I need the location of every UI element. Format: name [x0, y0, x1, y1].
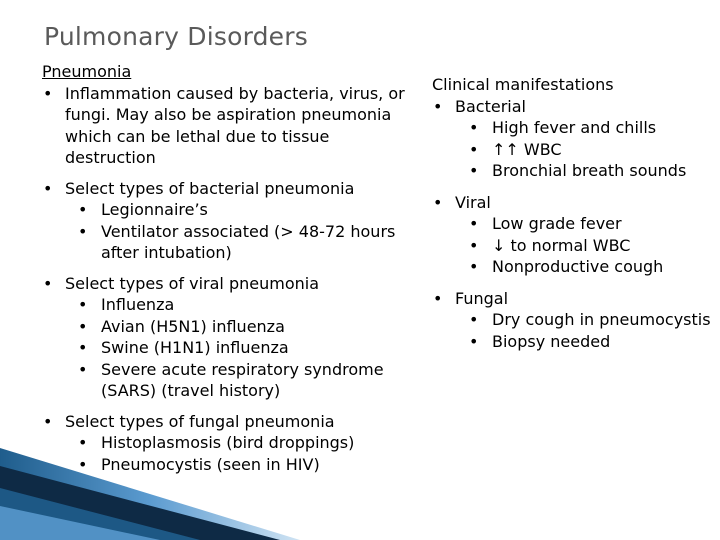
list-item: • Legionnaire’s [65, 199, 417, 221]
list-item: • Dry cough in pneumocystis [455, 309, 712, 331]
bullet-text: Select types of viral pneumonia [65, 273, 319, 293]
bullet-text: Fungal [455, 288, 509, 308]
list-item: • Biopsy needed [455, 331, 712, 353]
list-item: • Histoplasmosis (bird droppings) [65, 432, 417, 454]
list-item: • Nonproductive cough [455, 256, 712, 278]
list-item: • ↓ to normal WBC [455, 235, 712, 257]
pneumonia-list [42, 83, 417, 476]
manifestations-list [432, 96, 712, 353]
bacterial-types-list [65, 199, 417, 264]
pneumonia-item-bacterial [42, 178, 417, 264]
list-item: • Avian (H5N1) influenza [65, 316, 417, 338]
list-item: • Bronchial breath sounds [455, 160, 712, 182]
list-item: • Severe acute respiratory syndrome (SARS) (travel history) [65, 359, 417, 402]
list-item: • ↑↑ WBC [455, 139, 712, 161]
bullet-text: Viral [455, 192, 491, 212]
pneumonia-item-definition [42, 83, 417, 169]
list-item: • Influenza [65, 294, 417, 316]
viral-types-list [65, 294, 417, 402]
list-item: • Pneumocystis (seen in HIV) [65, 454, 417, 476]
bullet-text: Select types of fungal pneumonia [65, 411, 335, 431]
slide-title: Pulmonary Disorders [44, 22, 308, 51]
list-item: • Low grade fever [455, 213, 712, 235]
left-column [42, 61, 417, 475]
right-column [432, 74, 712, 352]
bullet-text: Select types of bacterial pneumonia [65, 178, 355, 198]
viral-signs-list [455, 213, 712, 278]
list-item: • Swine (H1N1) influenza [65, 337, 417, 359]
pneumonia-heading: Pneumonia [42, 62, 132, 81]
manifestation-viral [432, 192, 712, 278]
pneumonia-item-viral [42, 273, 417, 402]
clinical-manifestations-heading: Clinical manifestations [432, 75, 614, 94]
bullet-text: Inflammation caused by bacteria, virus, or fungi. May also be aspiration pneumonia which can be lethal due to tissue destruction [65, 83, 405, 167]
corner-swoosh-decoration [0, 448, 300, 540]
manifestation-bacterial [432, 96, 712, 182]
fungal-signs-list [455, 309, 712, 352]
bullet-text: Bacterial [455, 96, 526, 116]
list-item: • High fever and chills [455, 117, 712, 139]
list-item: • Ventilator associated (> 48-72 hours after intubation) [65, 221, 417, 264]
manifestation-fungal [432, 288, 712, 353]
bacterial-signs-list [455, 117, 712, 182]
